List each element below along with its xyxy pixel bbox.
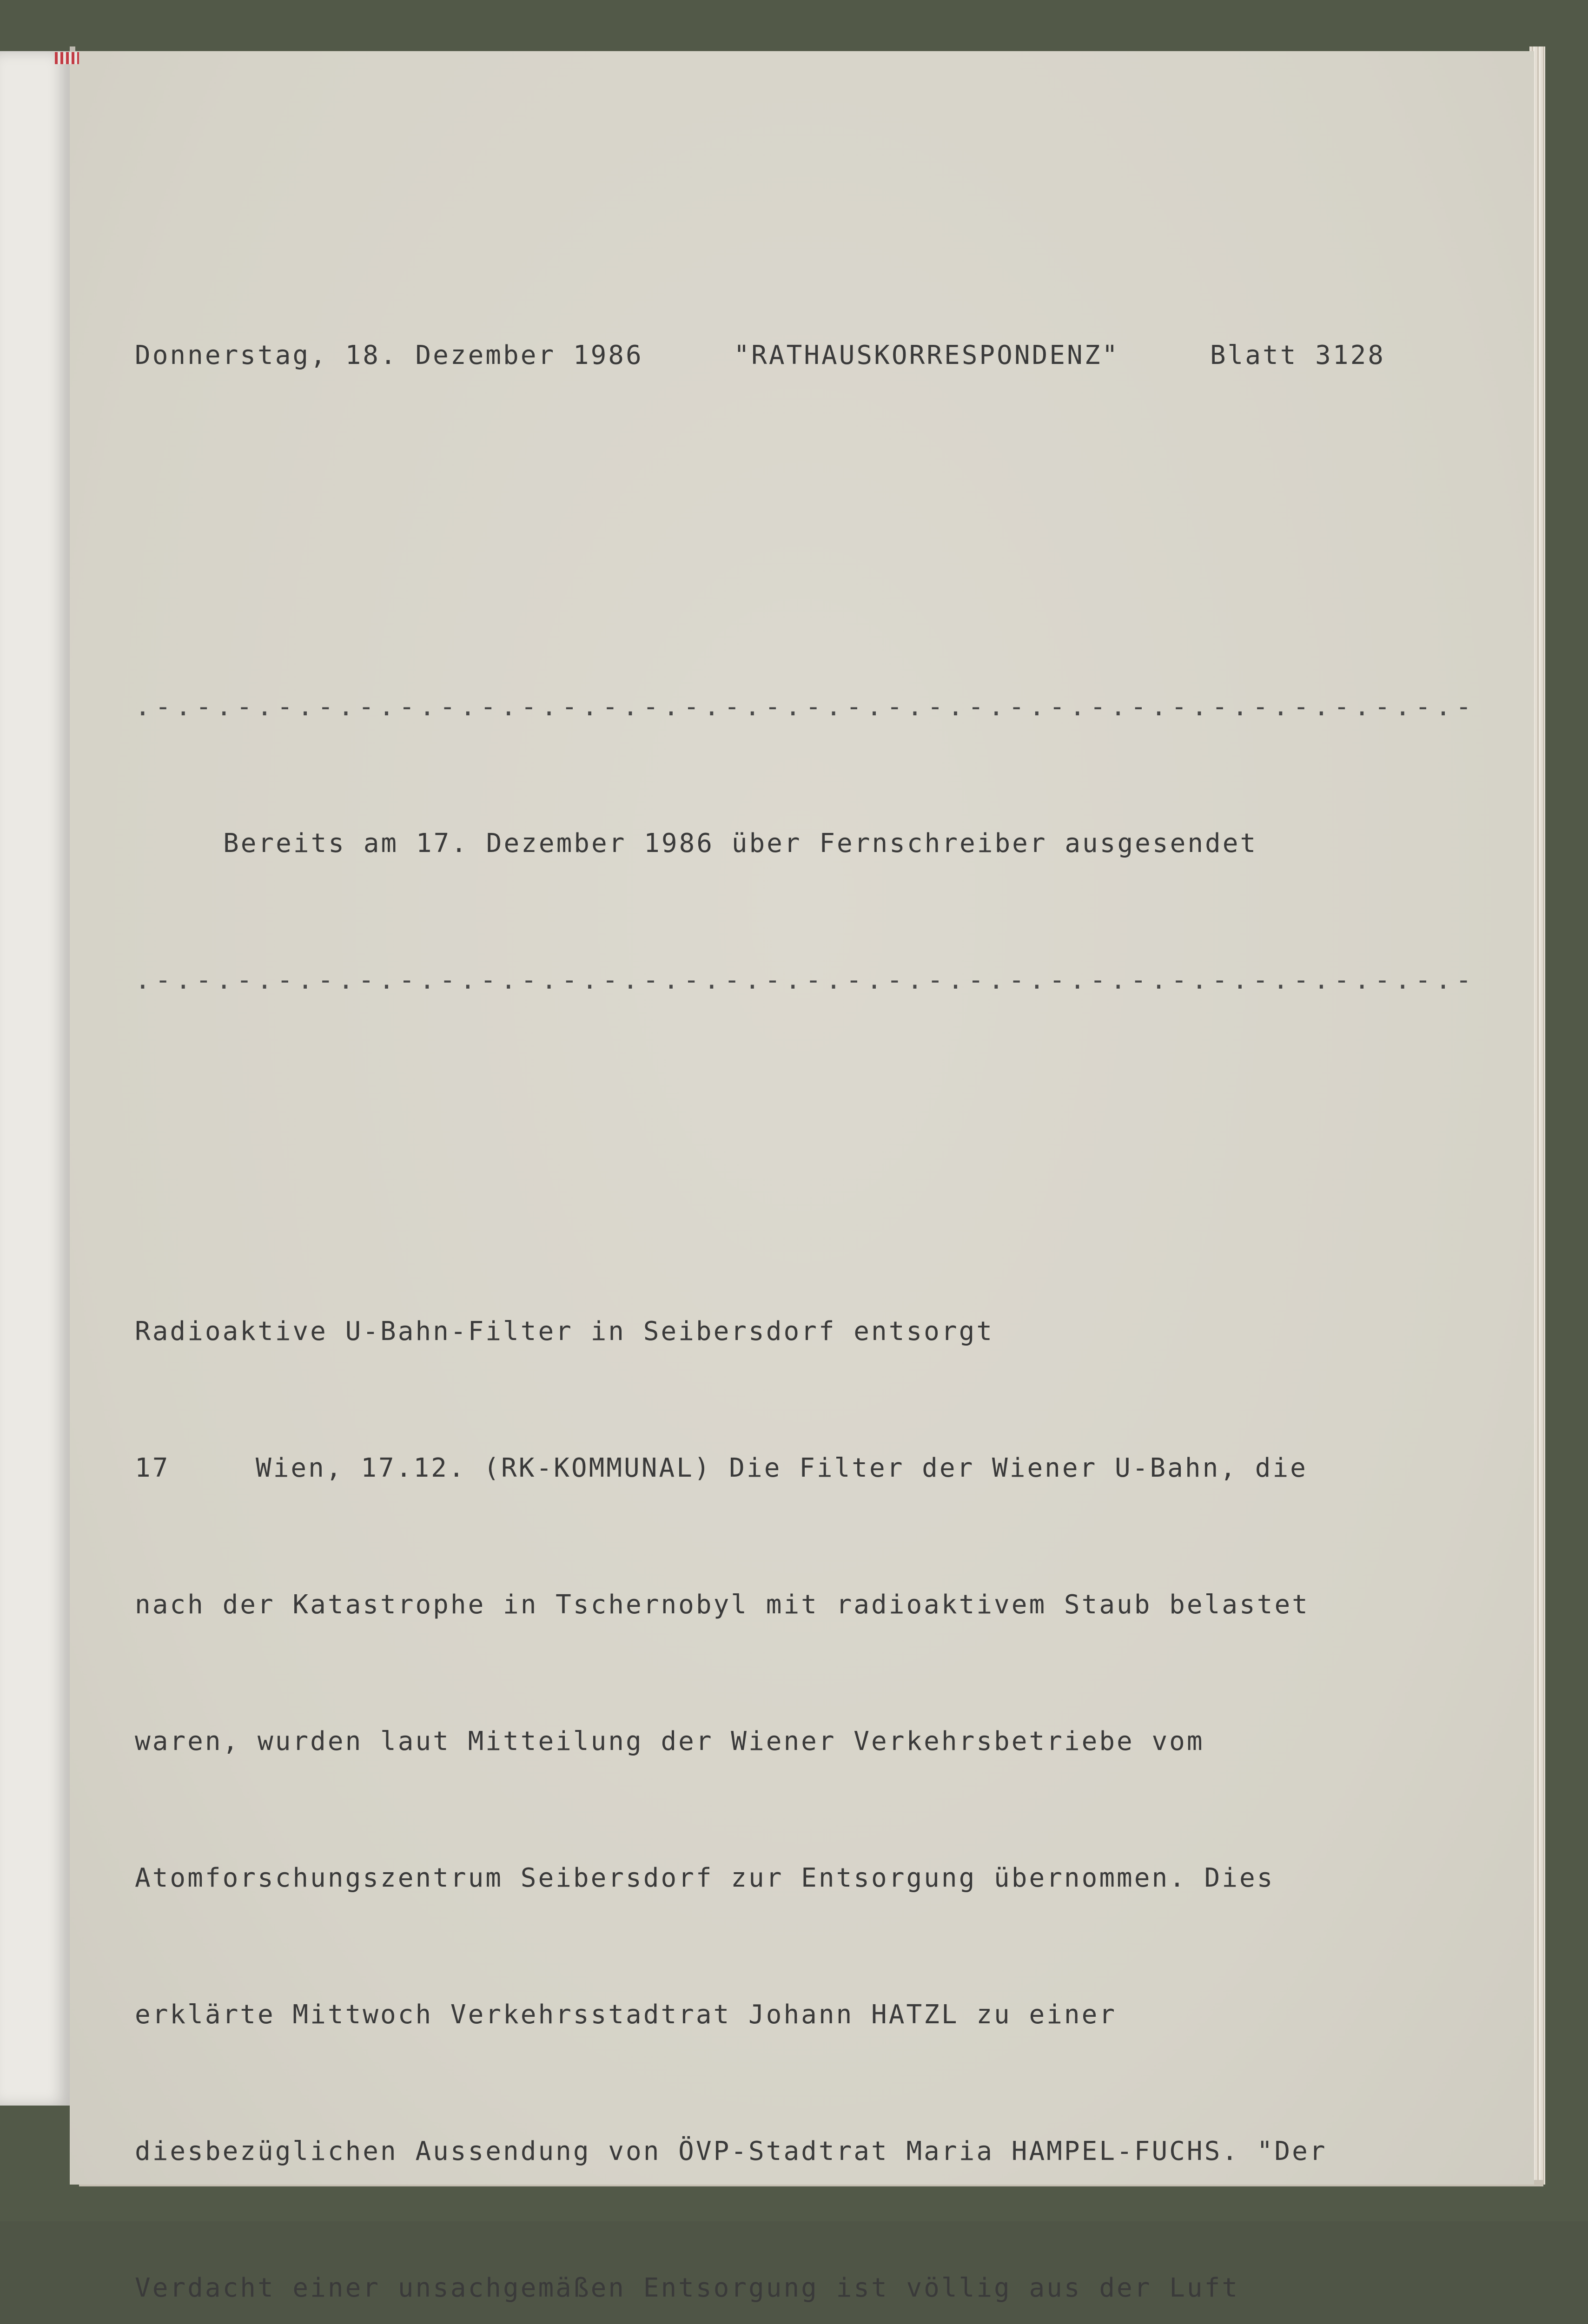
article-first-line [135, 1446, 1390, 1491]
article-title: Radioaktive U-Bahn-Filter in Seibersdorf entsorgt [135, 1316, 994, 1347]
header-date: Donnerstag, 18. Dezember 1986 [135, 340, 643, 370]
separator-bottom: .-.-.-.-.-.-.-.-.-.-.-.-.-.-.-.-.-.-.-.-.-.-.-.-.-.-.-.-.-.-.-.-.- [135, 965, 1476, 995]
article-line: waren, wurden laut Mitteilung der Wiener Verkehrsbetriebe vom [135, 1726, 1204, 1756]
separator-top: .-.-.-.-.-.-.-.-.-.-.-.-.-.-.-.-.-.-.-.-.-.-.-.-.-.-.-.-.-.-.-.-.- [135, 692, 1476, 722]
article-number: 17 [135, 1453, 170, 1483]
transmission-notice: Bereits am 17. Dezember 1986 über Fernschreiber ausgesendet [223, 828, 1258, 858]
article-line: nach der Katastrophe in Tschernobyl mit radioaktivem Staub belastet [135, 1590, 1310, 1620]
article-lead: Wien, 17.12. (RK-KOMMUNAL) Die Filter der Wiener U-Bahn, die [256, 1453, 1308, 1483]
article-line: diesbezüglichen Aussendung von ÖVP-Stadtrat Maria HAMPEL-FUCHS. "Der [135, 2136, 1327, 2166]
article-line: Atomforschungszentrum Seibersdorf zur Entsorgung übernommen. Dies [135, 1863, 1275, 1893]
spacer [135, 515, 1390, 548]
document-text [135, 242, 1476, 2324]
article-line: erklärte Mittwoch Verkehrsstadtrat Johann HATZL zu einer [135, 2000, 1117, 2030]
spacer [135, 1140, 1390, 1172]
header-line [135, 333, 1385, 378]
article-line: Verdacht einer unsachgemäßen Entsorgung ist völlig aus der Luft [135, 2273, 1240, 2303]
header-publication: "RATHAUSKORRESPONDENZ" [734, 340, 1120, 370]
bookmark-ribbon [55, 52, 79, 64]
header-sheet: Blatt 3128 [1210, 340, 1385, 370]
adjacent-page [0, 51, 70, 2106]
